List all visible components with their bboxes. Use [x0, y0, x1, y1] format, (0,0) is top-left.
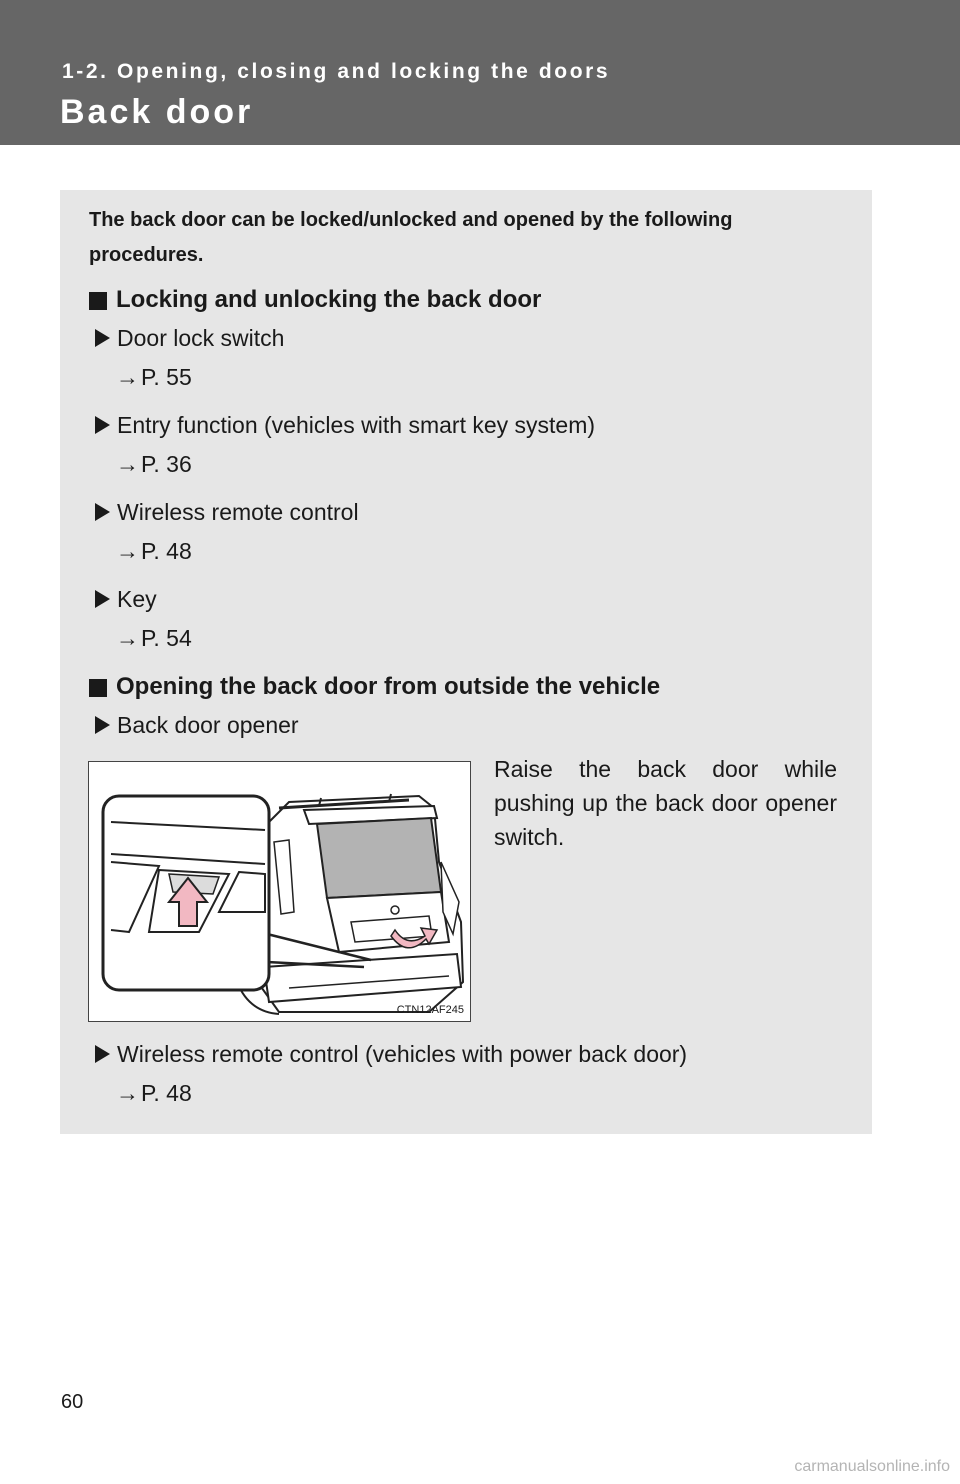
right-arrow-icon: → [116, 363, 139, 390]
triangle-bullet-icon [95, 1045, 110, 1063]
page-reference[interactable] [116, 623, 192, 653]
page-reference[interactable] [116, 362, 192, 392]
item-label: Entry function (vehicles with smart key system) [117, 411, 596, 438]
page-reference[interactable] [116, 1078, 192, 1108]
list-item [95, 584, 157, 614]
square-bullet-icon [89, 679, 107, 697]
triangle-bullet-icon [95, 716, 110, 734]
triangle-bullet-icon [95, 503, 110, 521]
page-reference[interactable] [116, 536, 192, 566]
right-arrow-icon: → [116, 1079, 139, 1106]
page-number: 60 [61, 1391, 84, 1413]
back-door-illustration [88, 761, 471, 1022]
page-title: Back door [60, 93, 254, 131]
opening-heading [89, 672, 660, 702]
right-arrow-icon: → [116, 450, 139, 477]
item-label: Door lock switch [117, 324, 285, 351]
figure-code: CTN12AF245 [396, 1004, 464, 1016]
item-label: Back door opener [117, 711, 299, 738]
locking-heading [89, 285, 541, 315]
square-bullet-icon [89, 292, 107, 310]
list-item [95, 497, 359, 527]
locking-heading-text: Locking and unlocking the back door [116, 286, 542, 313]
triangle-bullet-icon [95, 416, 110, 434]
item-label: Key [117, 585, 157, 612]
item-label: Wireless remote control [117, 498, 359, 525]
section-label: 1-2. Opening, closing and locking the doors [62, 60, 611, 83]
intro-text: The back door can be locked/unlocked and opened by the following procedures. [89, 209, 733, 266]
list-item [95, 323, 284, 353]
page-reference[interactable] [116, 449, 192, 479]
page-reference-text[interactable]: P. 48 [141, 1079, 192, 1106]
page-header [0, 0, 960, 145]
vehicle-rear-drawing [89, 762, 471, 1022]
right-arrow-icon: → [116, 537, 139, 564]
triangle-bullet-icon [95, 590, 110, 608]
item-label: Wireless remote control (vehicles with power back door) [117, 1040, 688, 1067]
opening-heading-text: Opening the back door from outside the vehicle [116, 673, 661, 700]
right-arrow-icon: → [116, 624, 139, 651]
page-reference-text[interactable]: P. 48 [141, 537, 192, 564]
opener-description: Raise the back door while pushing up the back door opener switch. [494, 756, 837, 850]
page-reference-text[interactable]: P. 36 [141, 450, 192, 477]
list-item [95, 1039, 687, 1069]
list-item [95, 710, 299, 740]
watermark: carmanualsonline.info [794, 1458, 950, 1475]
page-reference-text[interactable]: P. 55 [141, 363, 192, 390]
page-reference-text[interactable]: P. 54 [141, 624, 192, 651]
triangle-bullet-icon [95, 329, 110, 347]
list-item [95, 410, 595, 440]
